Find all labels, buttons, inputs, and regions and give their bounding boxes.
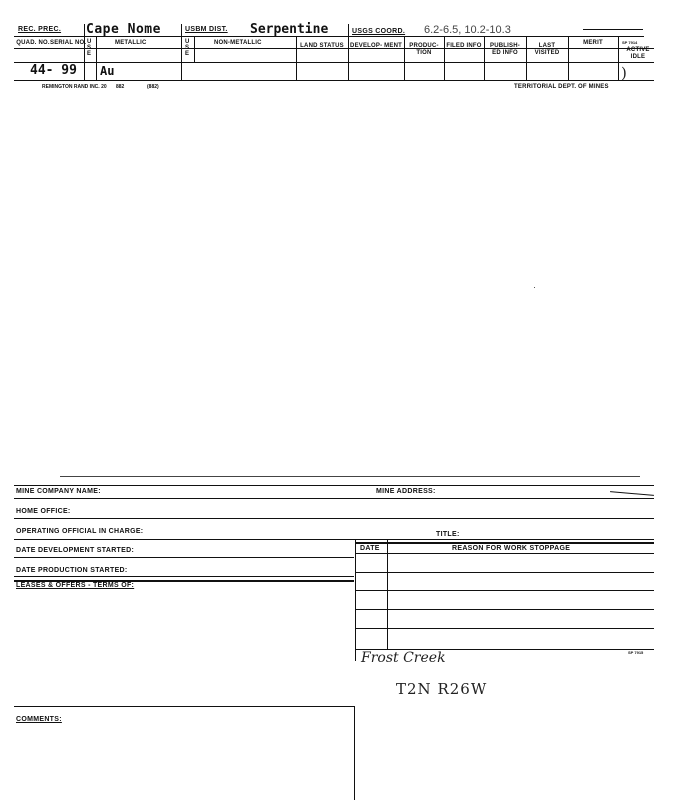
operating-official-label: OPERATING OFFICIAL IN CHARGE: [16, 528, 144, 535]
stoppage-left-border [355, 539, 356, 661]
date-development-started-label: DATE DEVELOPMENT STARTED: [16, 547, 135, 554]
land-status-header: LAND STATUS [300, 43, 344, 49]
footer-left: REMINGTON RAND INC. 20 [42, 84, 107, 90]
top-divider-3 [181, 24, 182, 80]
comments-label: COMMENTS: [16, 716, 62, 723]
usgs-coord-value: 6.2-6.5, 10.2-10.3 [424, 24, 511, 36]
top-card-line-4 [14, 80, 654, 81]
bottom-line-4b [356, 542, 654, 544]
stoppage-reason-header: REASON FOR WORK STOPPAGE [452, 545, 571, 552]
active-idle-mark: ) [621, 64, 627, 82]
top-form-code: SP 7914 [622, 40, 638, 45]
stoppage-header-line [355, 553, 654, 554]
comments-top-line [14, 706, 354, 707]
last-visited-header: LAST VISITED [534, 43, 560, 56]
bottom-line-5 [14, 557, 354, 558]
stoppage-row-3 [355, 609, 654, 610]
top-divider-5 [296, 37, 297, 80]
bottom-line-4 [14, 539, 654, 540]
use-code-1-header: U S E [87, 39, 92, 57]
top-divider-11 [568, 37, 569, 80]
footer-right: TERRITORIAL DEPT. OF MINES [514, 84, 609, 90]
published-info-header: PUBLISH- ED INFO [490, 43, 520, 56]
home-office-label: HOME OFFICE: [16, 508, 71, 515]
quad-serial-value: 44- 99 [30, 63, 77, 78]
development-header: DEVELOP- MENT [350, 43, 402, 49]
usbm-dist-label: USBM DIST. [185, 26, 228, 33]
stoppage-row-2 [355, 590, 654, 591]
bottom-line-1 [14, 485, 654, 486]
mine-address-label: MINE ADDRESS: [376, 488, 436, 495]
leases-offers-label: LEASES & OFFERS - TERMS OF: [16, 582, 135, 589]
usgs-coord-label: USGS COORD. [352, 28, 406, 35]
rec-prec-label: REC. PREC. [18, 26, 62, 33]
production-header: PRODUC- TION [409, 43, 439, 56]
filed-info-header: FILED INFO [446, 43, 482, 49]
quad-no-header: QUAD. NO. [16, 40, 50, 46]
title-label: TITLE: [436, 531, 460, 538]
mine-company-name-label: MINE COMPANY NAME: [16, 488, 101, 495]
merit-header: MERIT [583, 40, 603, 46]
stoppage-date-divider [387, 539, 388, 649]
bottom-line-3 [14, 518, 654, 519]
bottom-line-6 [14, 576, 354, 577]
usbm-dist-value: Serpentine [250, 22, 329, 37]
top-divider-6 [348, 24, 349, 80]
scan-speck [534, 287, 535, 288]
stoppage-date-header: DATE [360, 545, 380, 552]
stoppage-row-1 [355, 572, 654, 573]
top-divider-4 [194, 37, 195, 62]
non-metallic-header: NON-METALLIC [214, 40, 262, 46]
handwritten-township-range: T2N R26W [396, 680, 488, 698]
top-card-line-3 [14, 62, 654, 63]
stoppage-row-4 [355, 628, 654, 629]
serial-no-header: SERIAL NO. [50, 40, 87, 46]
handwritten-location: Frost Creek [361, 650, 446, 666]
top-divider-2 [96, 37, 97, 80]
top-divider-12 [618, 37, 619, 80]
record-name: Cape Nome [86, 22, 161, 37]
date-production-started-label: DATE PRODUCTION STARTED: [16, 567, 128, 574]
top-card-line-corner [583, 29, 643, 30]
use-code-2-header: U S E [185, 39, 190, 57]
footer-mid-1: 882 [116, 84, 125, 90]
bottom-line-2 [14, 498, 654, 499]
metallic-header: METALLIC [115, 40, 147, 46]
top-divider-1 [84, 24, 85, 80]
comments-right-border [354, 706, 355, 800]
bottom-form-code: SP 7915 [628, 650, 644, 655]
bottom-card-top-edge [60, 476, 640, 477]
metallic-value: Au [100, 64, 115, 78]
active-idle-header: ACTIVE IDLE [626, 47, 650, 60]
footer-mid-2: (882) [147, 84, 159, 90]
stray-stroke [610, 491, 654, 496]
